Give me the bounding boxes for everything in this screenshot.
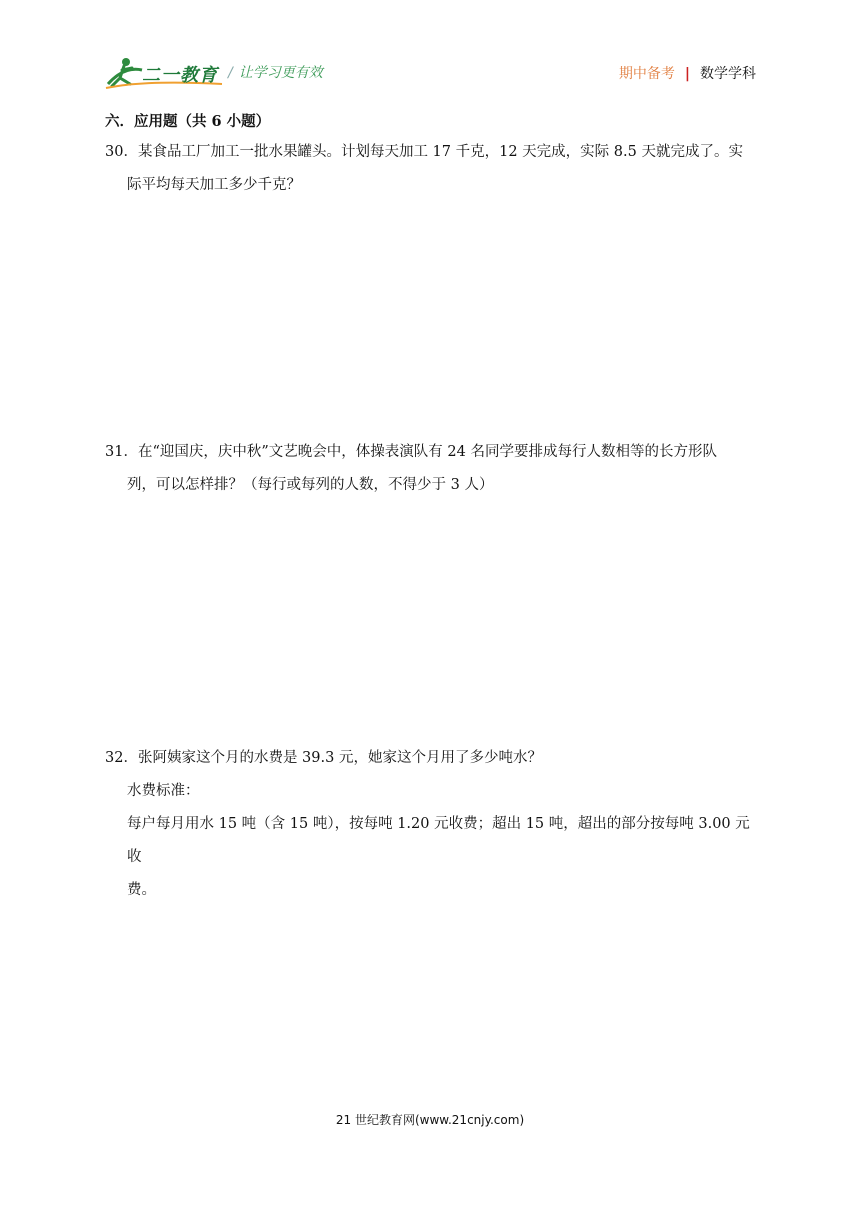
question-number: 32． bbox=[105, 750, 138, 766]
question-line: 列，可以怎样排？（每行或每列的人数，不得少于 3 人） bbox=[127, 477, 494, 493]
question-32 bbox=[105, 742, 760, 907]
question-line: 32．张阿姨家这个月的水费是 39.3 元，她家这个月用了多少吨水？ bbox=[105, 750, 542, 766]
exam-label: 期中备考 bbox=[618, 66, 675, 82]
question-line: 31．在“迎国庆，庆中秋”文艺晚会中，体操表演队有 24 名同学要排成每行人数相等的长方形队 bbox=[105, 444, 717, 460]
slogan: / 让学习更有效 bbox=[228, 65, 323, 81]
question-31 bbox=[105, 436, 760, 502]
subject-label: 数学学科 bbox=[700, 66, 756, 82]
header-right bbox=[619, 63, 756, 83]
page-footer: 21 世纪教育网(www.21cnjy.com) bbox=[335, 1113, 525, 1127]
question-line: 际平均每天加工多少千克？ bbox=[127, 177, 301, 193]
question-line: 每户每月用水 15 吨（含 15 吨），按每吨 1.20 元收费；超出 15 吨，超出的部分按每吨 3.00 元收 bbox=[127, 816, 750, 865]
header-divider: | bbox=[684, 66, 690, 82]
page-header bbox=[0, 0, 860, 100]
question-line: 30．某食品工厂加工一批水果罐头。计划每天加工 17 千克，12 天完成，实际 8.5 天就完成了。实 bbox=[105, 144, 743, 160]
question-line: 水费标准： bbox=[127, 783, 200, 799]
slogan-text: 让学习更有效 bbox=[238, 65, 323, 81]
question-line: 费。 bbox=[127, 882, 156, 898]
logo-text: 二一教育 bbox=[142, 65, 218, 86]
question-number: 30． bbox=[105, 144, 138, 160]
question-30 bbox=[105, 136, 760, 202]
question-number: 31． bbox=[105, 444, 138, 460]
section-title: 六．应用题（共 6 小题） bbox=[105, 113, 271, 130]
